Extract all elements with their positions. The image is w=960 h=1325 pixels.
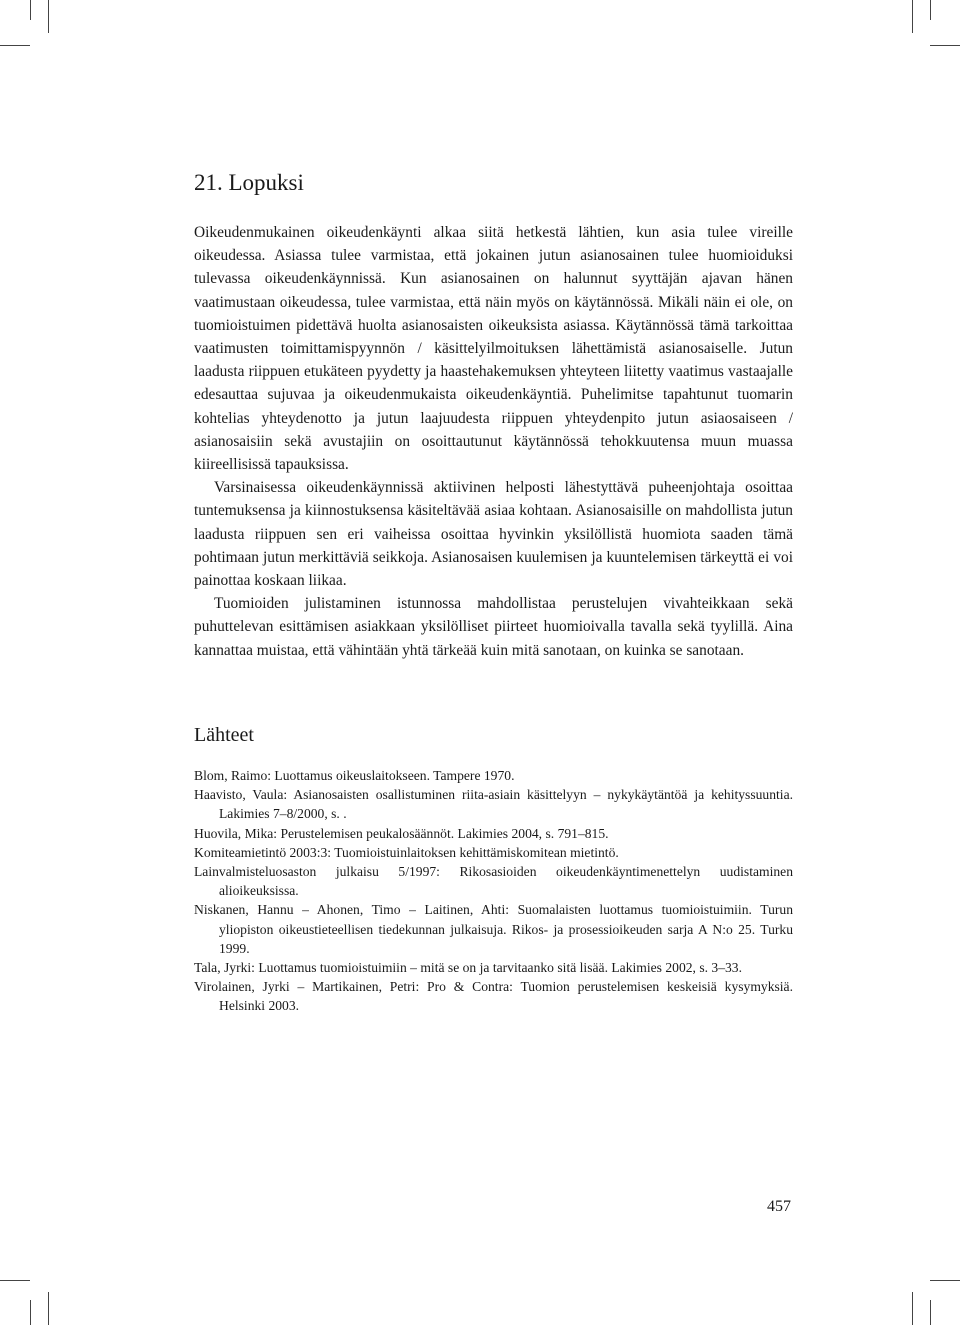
reference-item: Lainvalmisteluosaston julkaisu 5/1997: Rikosasioiden oikeudenkäyntimenettelyn uudistaminen alioikeuksissa.	[194, 864, 793, 899]
sources-title: Lähteet	[194, 724, 254, 746]
crop-mark	[930, 0, 931, 20]
chapter-body	[194, 221, 793, 662]
crop-mark	[0, 1280, 30, 1281]
crop-mark	[30, 0, 31, 20]
reference-list	[194, 766, 793, 1016]
reference-item: Virolainen, Jyrki – Martikainen, Petri: Pro & Contra: Tuomion perustelemisen keskeisiä kysymyksiä. Helsinki 2003.	[194, 979, 793, 1014]
crop-mark	[0, 45, 30, 46]
crop-mark	[912, 1292, 913, 1325]
paragraph: Varsinaisessa oikeudenkäynnissä aktiivinen helposti lähestyttävä puheenjohtaja osoittaa tuntemuksensa ja kiinnostuksensa käsiteltävää asiaa kohtaan. Asianosaisille on mahdollista jutun laadusta riippuen sen eri vaiheissa osoittaa hyvinkin yksilöllistä huomiota saaden tämä pohtimaan jutun merkittäviä seikkoja. Asianosaisen kuulemisen ja kuuntelemisen tärkeyttä ei voi painottaa koskaan liikaa.	[194, 479, 793, 590]
crop-mark	[30, 1300, 31, 1325]
page-number: 457	[767, 1198, 791, 1215]
crop-mark	[930, 45, 960, 46]
crop-mark	[48, 0, 49, 33]
reference-item: Huovila, Mika: Perustelemisen peukalosäännöt. Lakimies 2004, s. 791–815.	[194, 825, 609, 841]
crop-mark	[930, 1300, 931, 1325]
paragraph: Oikeudenmukainen oikeudenkäynti alkaa siitä hetkestä lähtien, kun asia tulee vireille oikeudessa. Asiassa tulee varmistaa, että jokainen jutun asianosainen tulee huomioiduksi tulevassa oikeudenkäynnissä. Kun asianosainen on halunnut syyttäjän ajavan hänen vaatimustaan oikeudessa, tulee varmistaa, että näin myös on käytännössä. Mikäli näin ei ole, on tuomioistuimen pidettävä huolta asianosaisten oikeuksista asiassa. Käytännössä tämä tarkoittaa vaatimusten toimittamispyynnön / käsittelyilmoituksen lähettämistä asianosaiselle. Jutun laadusta riippuen etukäteen pyydetty ja haastehakemuksen yhteyteen liitetty vaatimus vastaajalle edesauttaa sujuvaa ja oikeudenmukaista oikeudenkäyntiä. Puhelimitse tapahtunut tuomarin kohtelias yhteydenotto ja jutun laajuudesta riippuen yhteydenpito jutun asiaosaiseen / asianosaisiin sekä avustajiin on osoittautunut käytännössä tehokkuutensa muun muassa kiireellisissä tapauksissa.	[194, 224, 793, 474]
reference-item: Tala, Jyrki: Luottamus tuomioistuimiin – mitä se on ja tarvitaanko sitä lisää. Lakimies 2002, s. 3–33.	[194, 960, 743, 976]
crop-mark	[48, 1292, 49, 1325]
chapter-title: 21. Lopuksi	[194, 170, 304, 195]
reference-item: Haavisto, Vaula: Asianosaisten osallistuminen riita-asiain käsittelyyn – nykykäytäntöä ja kehityssuuntia. Lakimies 7–8/2000, s. .	[194, 787, 793, 822]
crop-mark	[912, 0, 913, 33]
reference-item: Komiteamietintö 2003:3: Tuomioistuinlaitoksen kehittämiskomitean mietintö.	[194, 844, 619, 860]
paragraph: Tuomioiden julistaminen istunnossa mahdollistaa perustelujen vivahteikkaan sekä puhuttelevan esittämisen asiakkaan yksilölliset piirteet huomioivalla tavalla sekä tyylillä. Aina kannattaa muistaa, että vähintään yhtä tärkeää kuin mitä sanotaan, on kuinka se sanotaan.	[194, 595, 793, 659]
reference-item: Blom, Raimo: Luottamus oikeuslaitokseen. Tampere 1970.	[194, 768, 515, 783]
crop-mark	[930, 1280, 960, 1281]
reference-item: Niskanen, Hannu – Ahonen, Timo – Laitinen, Ahti: Suomalaisten luottamus tuomioistuimiin. Turun yliopiston oikeustieteellisen tiedekunnan julkaisuja. Rikos- ja prosessioikeuden sarja A N:o 25. Turku 1999.	[194, 902, 793, 956]
